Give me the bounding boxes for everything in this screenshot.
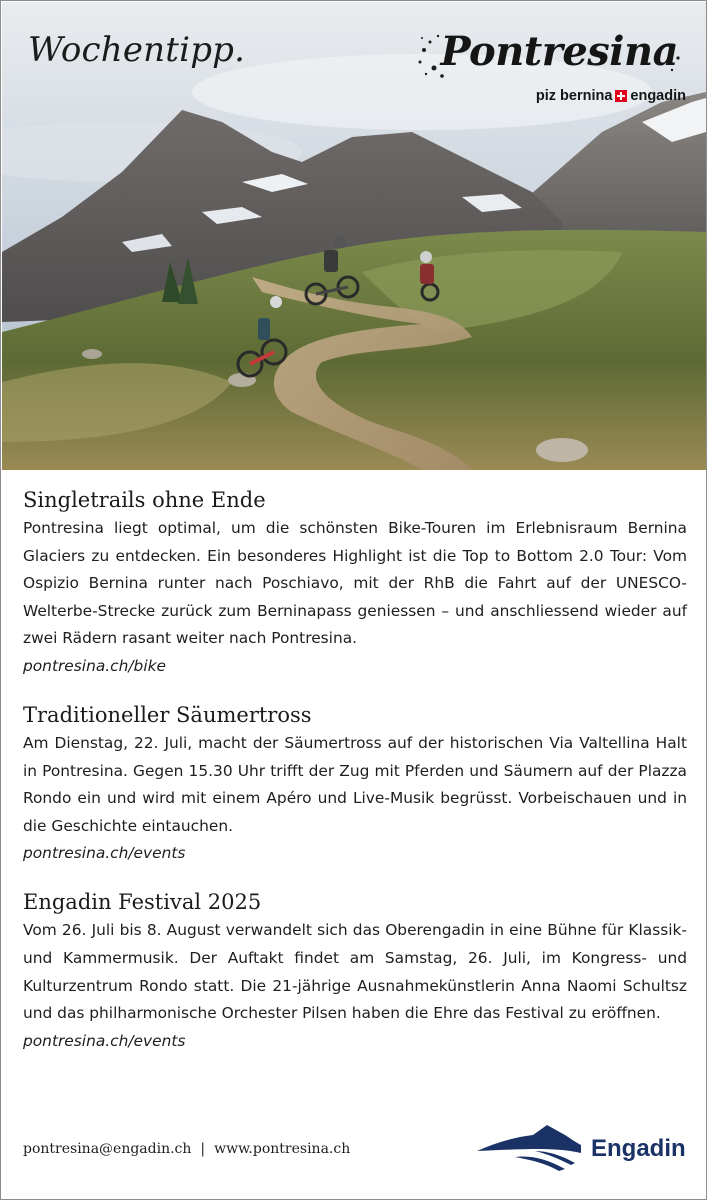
article-festival: [23, 887, 687, 1054]
article-body: Vom 26. Juli bis 8. August verwandelt sich das Oberengadin in eine Bühne für Klassik- und Kammermusik. Der Auftakt findet am Samstag, 26. Juli, im Kongress- und Kulturzentrum Rondo statt. Die 21-jährige Ausnahmekünstlerin Anna Naomi Schultsz und das philharmonische Orchester Pilsen haben die Ehre das Festival zu eröffnen.: [23, 921, 687, 1023]
footer-separator: |: [200, 1141, 206, 1157]
brand-name: Pontresina: [440, 28, 678, 75]
article-link[interactable]: pontresina.ch/events: [23, 1031, 186, 1050]
article-heading: Traditioneller Säumertross: [23, 702, 312, 727]
article-heading: Singletrails ohne Ende: [23, 488, 266, 512]
hero-image: [2, 2, 706, 470]
article-body: Am Dienstag, 22. Juli, macht der Säumertross auf der historischen Via Valtellina Halt in Pontresina. Gegen 15.30 Uhr trifft der Zug mit Pferden und Säumern auf der Plazza Rondo ein und wird mit einem Apéro und Live-Musik begrüsst. Vorbeischauen und in die Geschichte eintauchen.: [23, 733, 687, 835]
article-saeumertross: [23, 700, 687, 867]
engadin-wordmark: Engadin: [591, 1135, 686, 1162]
hero-title: Wochentipp.: [28, 30, 246, 70]
brand-tagline-left: piz bernina: [535, 88, 613, 104]
engadin-logo-mark: [475, 1121, 585, 1181]
brand-tagline-right: engadin: [630, 88, 686, 104]
swiss-cross-icon: [615, 90, 627, 102]
article-link[interactable]: pontresina.ch/events: [23, 844, 186, 863]
article-link[interactable]: pontresina.ch/bike: [23, 656, 166, 675]
articles: [23, 485, 687, 1075]
pontresina-logo[interactable]: [416, 28, 686, 108]
brand-tagline: [536, 88, 686, 104]
footer-email[interactable]: pontresina@engadin.ch: [23, 1141, 192, 1157]
footer-contact: [23, 1141, 350, 1157]
footer-website[interactable]: www.pontresina.ch: [214, 1141, 351, 1157]
article-heading: Engadin Festival 2025: [23, 890, 262, 915]
article-singletrails: [23, 485, 687, 680]
engadin-logo[interactable]: [475, 1121, 689, 1181]
article-body: Pontresina liegt optimal, um die schönsten Bike-Touren im Erlebnisraum Bernina Glaciers zu entdecken. Ein besonderes Highlight ist die Top to Bottom 2.0 Tour: Vom Ospizio Bernina runter nach Poschiavo, mit der RhB die Fahrt auf der UNESCO-Welterbe-Strecke zurück zum Berninapass geniessen – und anschliessend wieder auf zwei Rädern rasant weiter nach Pontresina.: [23, 519, 687, 648]
